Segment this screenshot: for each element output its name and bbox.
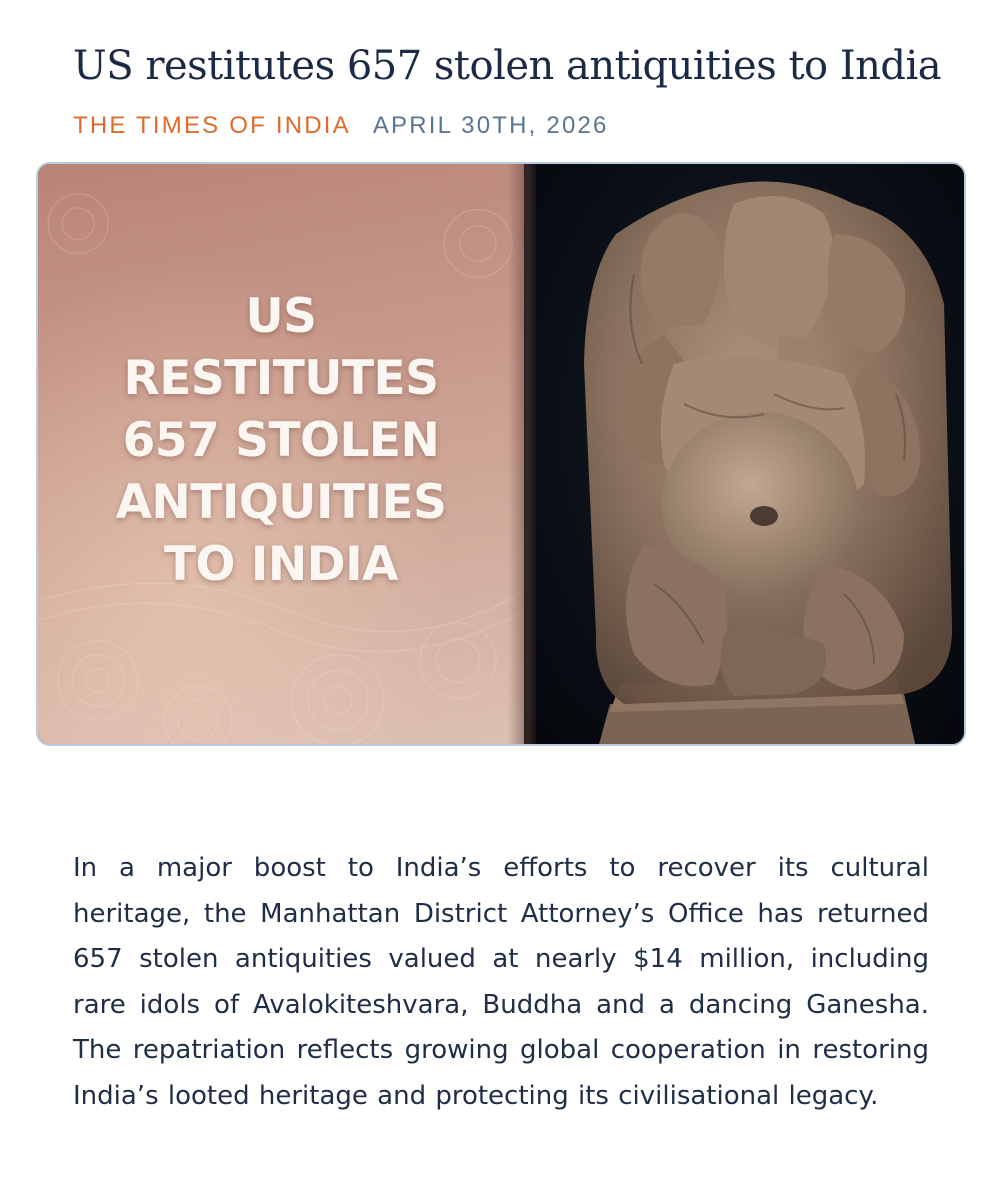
hero-text-panel <box>38 164 524 744</box>
hero-photo-panel <box>524 164 966 744</box>
hero-overlay-line: 657 STOLEN <box>122 413 440 468</box>
ganesha-statue-image <box>524 164 966 746</box>
article-body-text: In a major boost to India’s efforts to recover its cultural heritage, the Manhattan District Attorney’s Office has returned 657 stolen antiquities valued at nearly $14 million, including rare idols of Avalokiteshvara, Buddha and a dancing Ganesha. The repatriation reflects growing global cooperation in restoring India’s looted heritage and protecting its civilisational legacy. <box>73 853 929 1111</box>
hero-overlay-line: TO INDIA <box>163 537 399 592</box>
hero-overlay-line: RESTITUTES <box>123 351 439 406</box>
article-meta <box>73 110 609 142</box>
source-name[interactable]: THE TIMES OF INDIA <box>73 112 351 139</box>
panel-divider <box>508 164 536 744</box>
article-headline: US restitutes 657 stolen antiquities to India <box>73 43 942 89</box>
publish-date: APRIL 30TH, 2026 <box>372 112 609 139</box>
hero-overlay-text <box>38 286 524 596</box>
hero-image[interactable] <box>36 162 966 746</box>
hero-overlay-line: US <box>245 289 317 344</box>
hero-overlay-line: ANTIQUITIES <box>115 475 447 530</box>
